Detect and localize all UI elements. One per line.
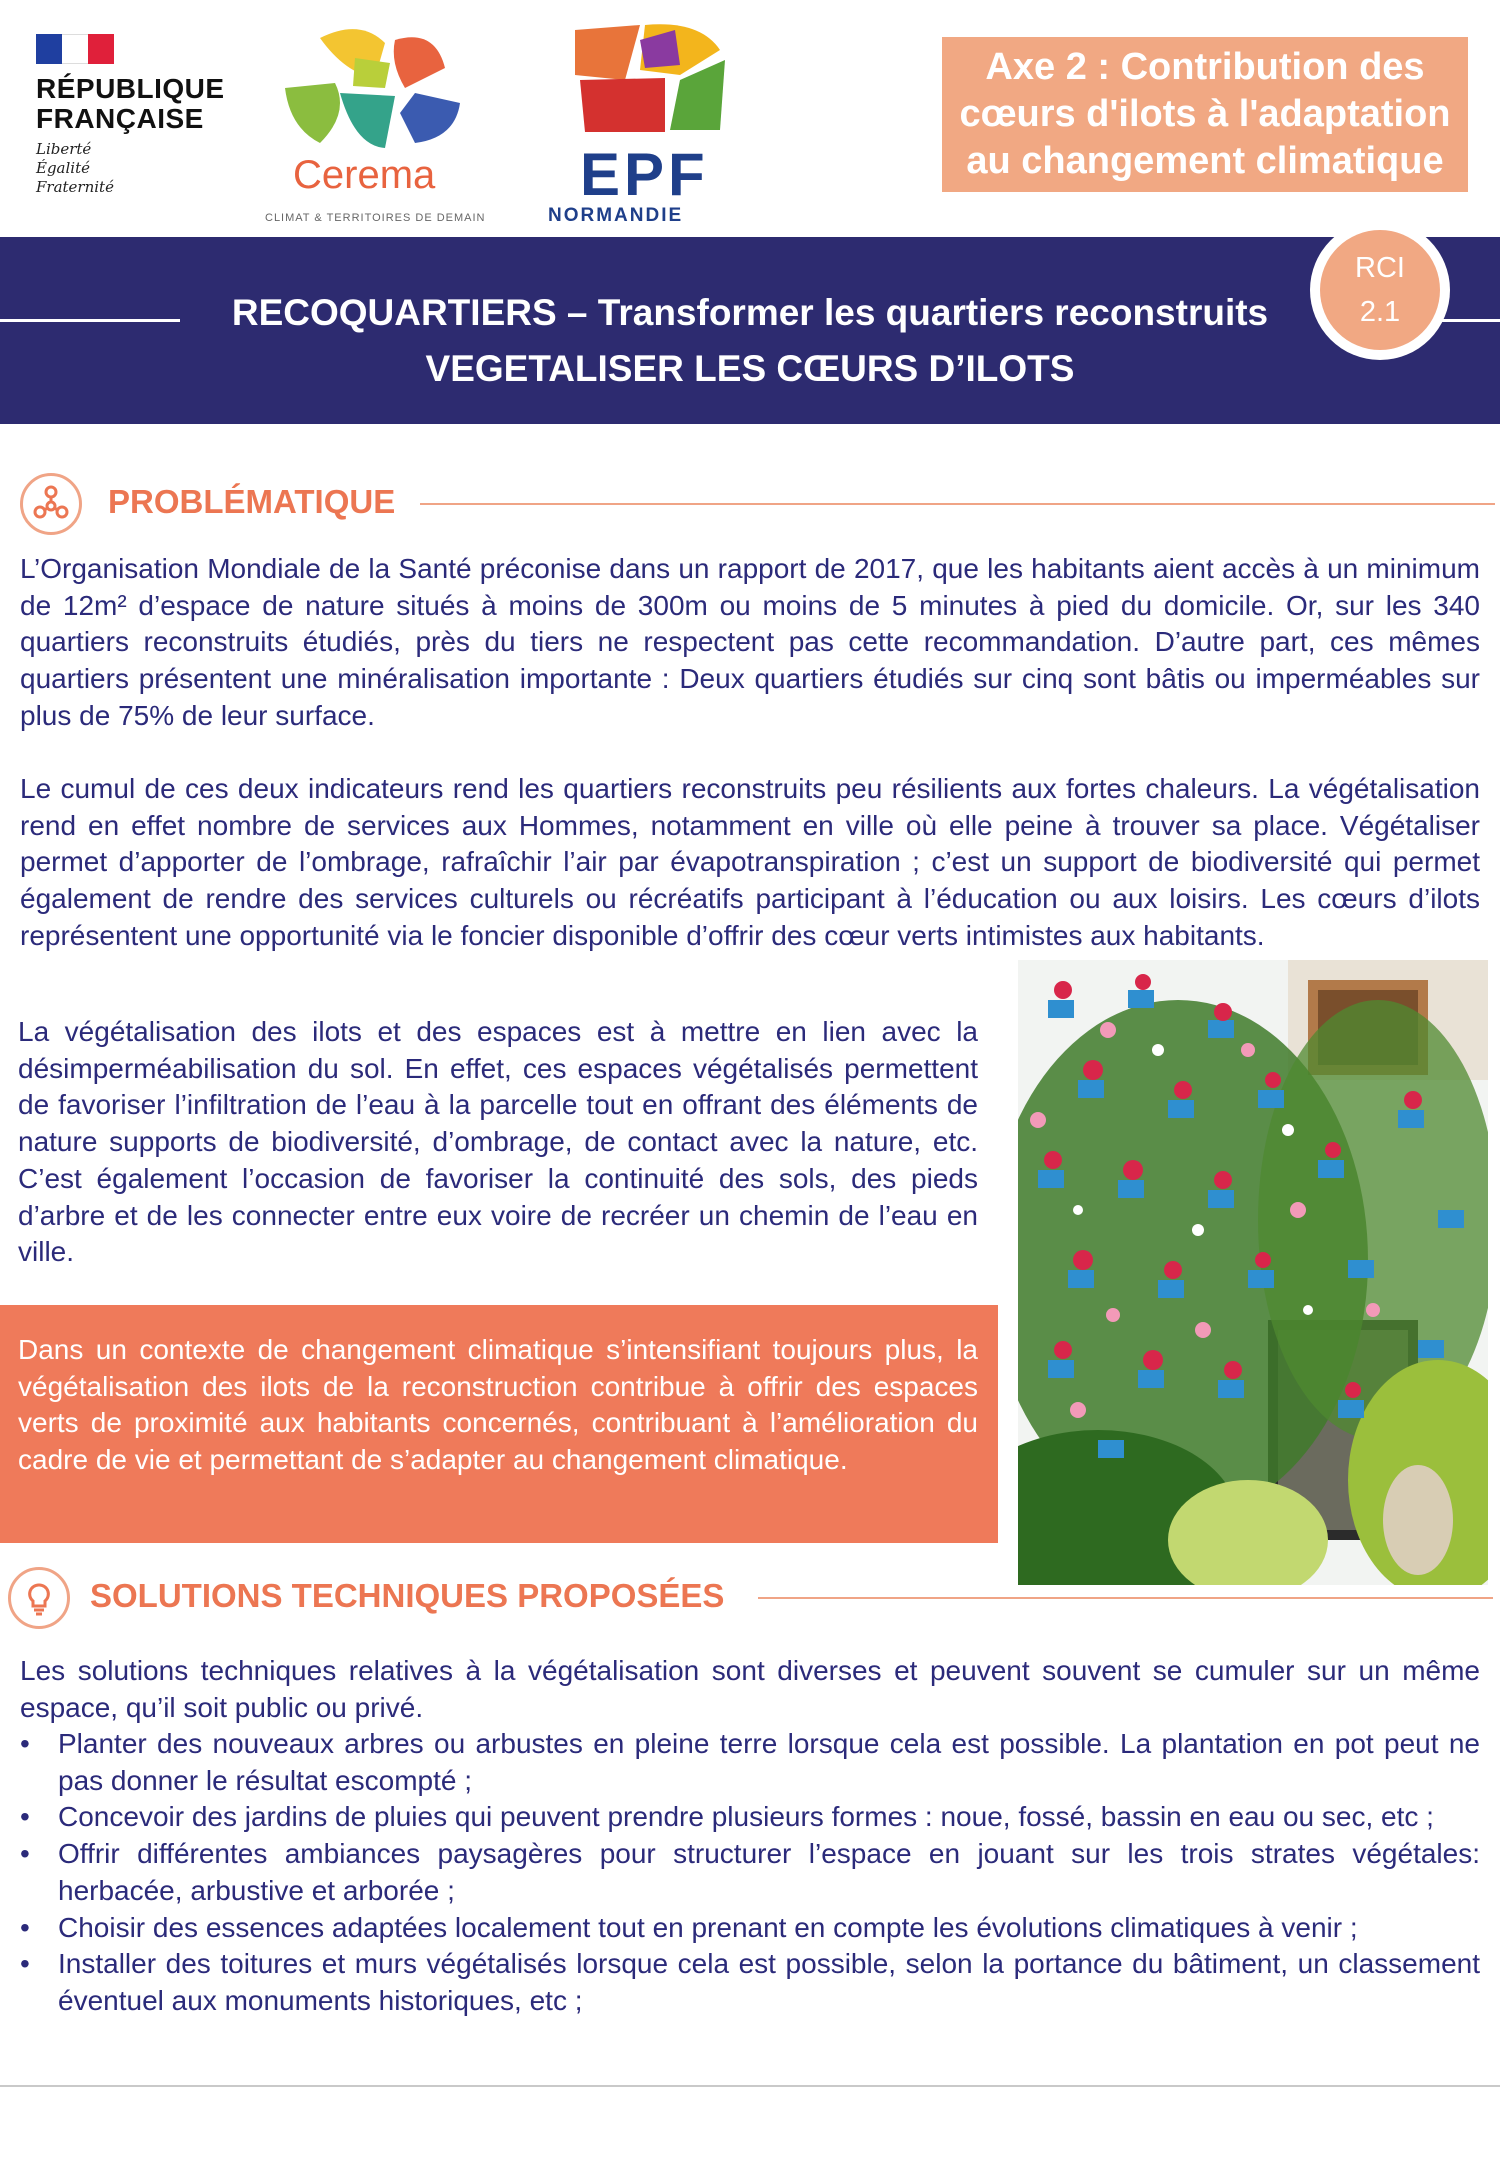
epf-subtitle: NORMANDIE — [548, 205, 684, 226]
page-title — [0, 285, 1500, 397]
axe-line-3: au changement climatique — [966, 140, 1444, 182]
network-icon — [20, 473, 82, 535]
problematique-paragraph-1: L’Organisation Mondiale de la Santé préconise dans un rapport de 2017, que les habitants aient accès à un minimum de 12m² d’espace de nature situés à moins de 300m ou moins de 5 minutes à pied du domicile. Or, sur les 340 quartiers reconstruits étudiés, près du tiers ne respectent pas cette recommandation. D’autre part, ces mêmes quartiers présentent une minéralisation importante : Deux quartiers étudiés sur cinq sont bâtis ou imperméables sur plus de 75% de leur surface. — [20, 553, 1480, 731]
list-item: • Planter des nouveaux arbres ou arbustes en pleine terre lorsque cela est possible. La plantation en pot peut ne pas donner le résultat escompté ; — [20, 1726, 1480, 1799]
problematique-paragraph-2: Le cumul de ces deux indicateurs rend les quartiers reconstruits peu résilients aux fortes chaleurs. La végétalisation rend en effet nombre de services aux Hommes, notamment en ville où elle peine à trouver sa place. Végétaliser permet d’apporter de l’ombrage, rafraîchir l’air par évapotranspiration ; c’est un support de biodiversité qui permet également de rendre des services culturels ou récréatifs participant à l’éducation ou aux loisirs. Les cœurs d’ilots représentent une opportunité via le foncier disponible d’offrir des cœur verts intimistes aux habitants. — [20, 773, 1480, 951]
rf-name-line2: FRANÇAISE — [36, 103, 204, 134]
cerema-emblem-icon — [265, 18, 490, 158]
axe-line-1: Axe 2 : Contribution des — [985, 46, 1425, 88]
solutions-list — [20, 1726, 1480, 2020]
lightbulb-icon — [8, 1567, 70, 1629]
section-rule-solutions — [758, 1597, 1493, 1599]
axe-box — [942, 37, 1468, 192]
flower-wall-photo — [1018, 960, 1488, 1585]
cerema-tagline: CLIMAT & TERRITOIRES DE DEMAIN — [265, 212, 486, 224]
list-item: • Choisir des essences adaptées localement tout en prenant en compte les évolutions climatiques à venir ; — [20, 1910, 1480, 1947]
callout-text: Dans un contexte de changement climatique s’intensifiant toujours plus, la végétalisation des ilots de la reconstruction contribue à offrir des espaces verts de proximité aux habitants concernés, contribuant à l’amélioration du cadre de vie et permettant de s’adapter au changement climatique. — [18, 1334, 978, 1476]
epf-name: EPF — [580, 141, 709, 208]
epf-emblem-icon — [570, 20, 730, 140]
page-title-line1: RECOQUARTIERS – Transformer les quartiers reconstruits — [231, 292, 1269, 333]
list-item: • Concevoir des jardins de pluies qui peuvent prendre plusieurs formes : noue, fossé, bassin en eau ou sec, etc ; — [20, 1799, 1480, 1836]
cerema-name: Cerema — [293, 153, 436, 197]
rci-badge — [1310, 220, 1450, 360]
footer-divider — [0, 2085, 1500, 2087]
rf-motto-3: Fraternité — [36, 178, 114, 196]
section-title-problematique: PROBLÉMATIQUE — [108, 483, 396, 520]
marianne-flag-icon — [36, 34, 114, 64]
list-item: • Installer des toitures et murs végétalisés lorsque cela est possible, selon la portance du bâtiment, un classement éventuel aux monuments historiques, etc ; — [20, 1946, 1480, 2019]
problematique-paragraph-3: La végétalisation des ilots et des espaces est à mettre en lien avec la désimperméabilisation du sol. En effet, ces espaces végétalisés permettent de favoriser l’infiltration de l’eau à la parcelle tout en offrant des éléments de nature supports de biodiversité, d’ombrage, de contact avec la nature, etc. C’est également l’occasion de favoriser la continuité des sols, des pieds d’arbre et de les connecter entre eux voire de recréer un chemin de l’eau en ville. — [18, 1016, 978, 1268]
page-title-line2: VEGETALISER LES CŒURS D’ILOTS — [425, 348, 1075, 389]
axe-line-2: cœurs d'ilots à l'adaptation — [959, 93, 1451, 135]
list-item: • Offrir différentes ambiances paysagères pour structurer l’espace en jouant sur les trois strates végétales: herbacée, arbustive et arborée ; — [20, 1836, 1480, 1909]
rci-number: 2.1 — [1359, 296, 1401, 328]
solutions-intro: Les solutions techniques relatives à la végétalisation sont diverses et peuvent souvent se cumuler sur un même espace, qu’il soit public ou privé. — [20, 1655, 1480, 1723]
rf-motto-1: Liberté — [36, 140, 92, 158]
section-title-solutions: SOLUTIONS TECHNIQUES PROPOSÉES — [90, 1577, 725, 1614]
cerema-logo — [265, 18, 490, 224]
section-rule-problematique — [420, 503, 1495, 505]
rf-name-line1: RÉPUBLIQUE — [36, 73, 225, 104]
republique-francaise-logo — [36, 34, 236, 197]
rci-label: RCI — [1355, 252, 1405, 284]
epf-normandie-logo — [540, 20, 740, 226]
rf-motto-2: Égalité — [36, 159, 90, 177]
